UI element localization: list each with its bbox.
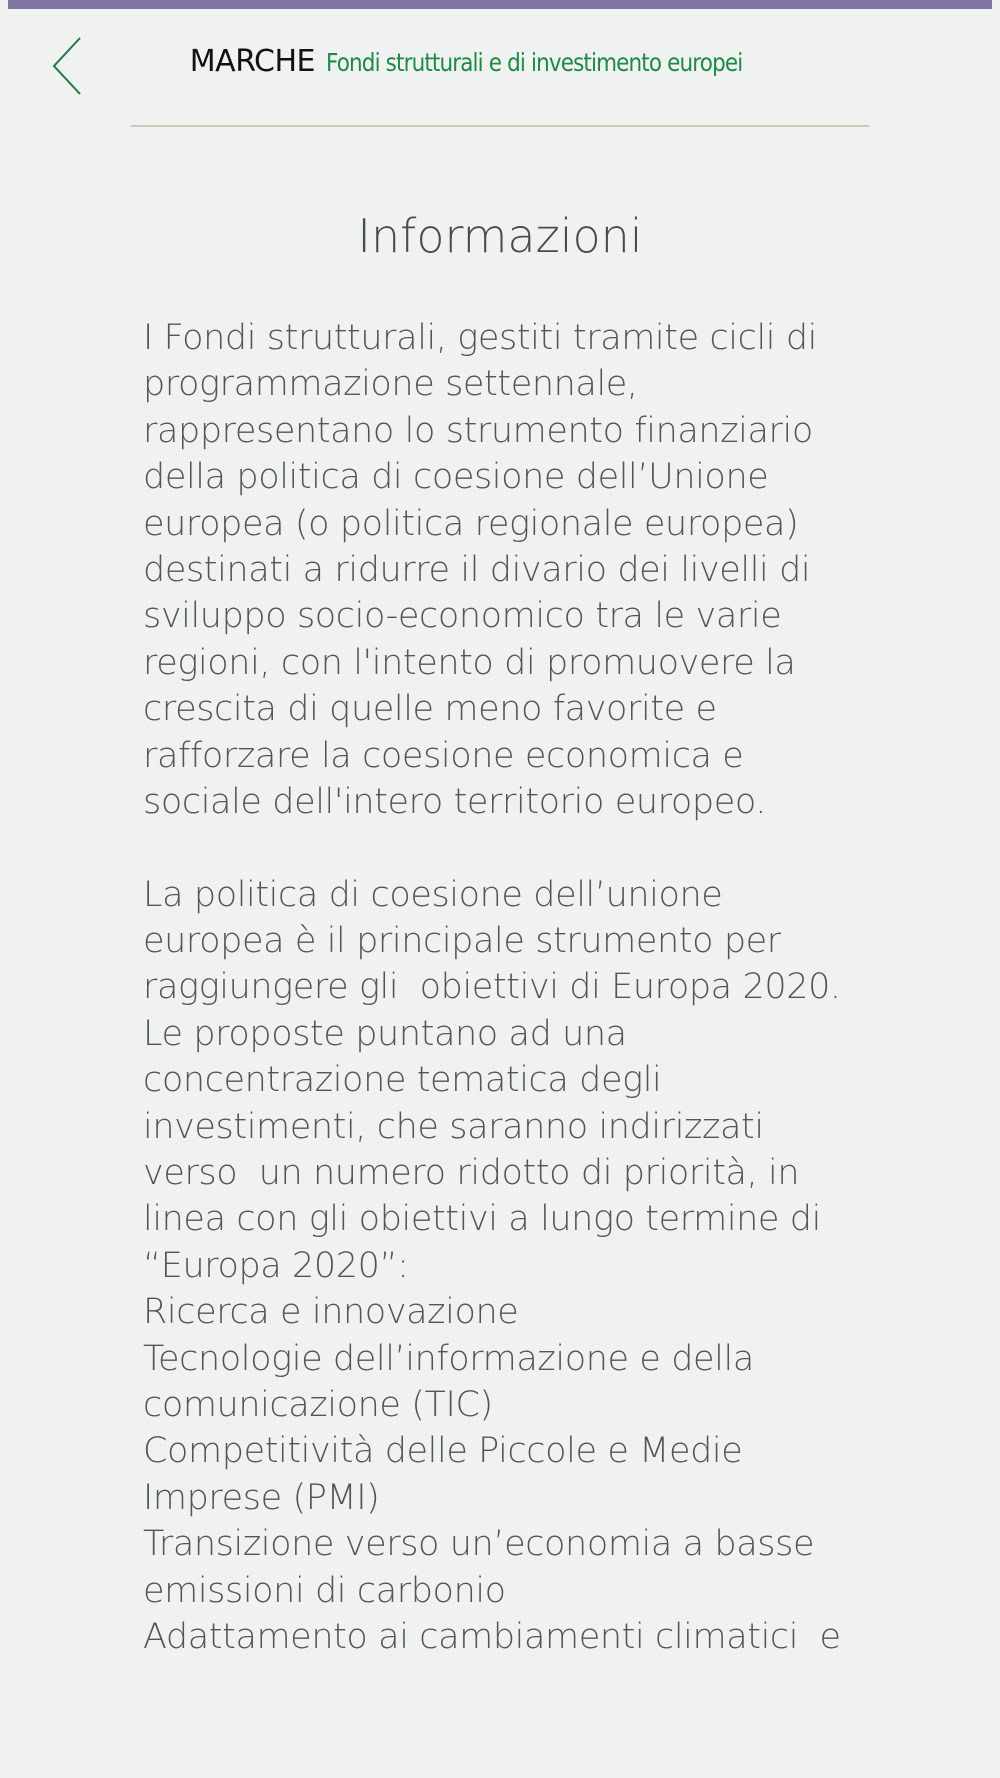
top-accent-bar xyxy=(8,0,992,9)
app-brand xyxy=(0,40,1000,88)
priority-item: emissioni di carbonio xyxy=(143,1570,506,1611)
text-line: “Europa 2020”: xyxy=(143,1245,409,1286)
text-line: sociale dell'intero territorio europeo. xyxy=(143,781,766,822)
page-title: Informazioni xyxy=(357,209,643,263)
text-line: regioni, con l'intento di promuovere la xyxy=(143,642,796,683)
text-line: sviluppo socio-economico tra le varie xyxy=(143,596,782,637)
priority-item: Transizione verso un’economia a basse xyxy=(143,1524,815,1565)
text-line: raggiungere gli obiettivi di Europa 2020. xyxy=(143,967,841,1008)
brand-subtitle: Fondi strutturali e di investimento europei xyxy=(326,48,743,77)
text-line: crescita di quelle meno favorite e xyxy=(143,689,717,730)
text-line: La politica di coesione dell’unione xyxy=(143,874,723,915)
text-line: programmazione settennale, xyxy=(143,364,638,405)
header-divider xyxy=(131,125,869,127)
text-line: destinati a ridurre il divario dei livelli di xyxy=(143,549,811,590)
paragraph-politica-coesione xyxy=(143,872,863,1661)
text-line: linea con gli obiettivi a lungo termine di xyxy=(143,1199,821,1240)
text-line: della politica di coesione dell’Unione xyxy=(143,457,769,498)
priority-item: Adattamento ai cambiamenti climatici e xyxy=(143,1616,841,1657)
paragraph-fondi-strutturali xyxy=(143,315,863,825)
priority-item: comunicazione (TIC) xyxy=(143,1384,493,1425)
text-line: Le proposte puntano ad una xyxy=(143,1013,627,1054)
text-line: rafforzare la coesione economica e xyxy=(143,735,744,776)
brand-name: MARCHE xyxy=(189,44,315,79)
priority-item: Ricerca e innovazione xyxy=(143,1292,519,1333)
priority-item: Competitività delle Piccole e Medie xyxy=(143,1431,743,1472)
text-line: investimenti, che saranno indirizzati xyxy=(143,1106,764,1147)
text-line: concentrazione tematica degli xyxy=(143,1060,662,1101)
text-line: I Fondi strutturali, gestiti tramite cicli di xyxy=(143,318,817,358)
info-content xyxy=(143,315,863,1660)
text-line: europea è il principale strumento per xyxy=(143,921,781,962)
text-line: verso un numero ridotto di priorità, in xyxy=(143,1153,800,1194)
text-line: europea (o politica regionale europea) xyxy=(143,503,799,544)
text-line: rappresentano lo strumento finanziario xyxy=(143,410,813,451)
priority-item: Imprese (PMI) xyxy=(143,1477,380,1518)
paragraph-spacer xyxy=(143,825,863,871)
priority-item: Tecnologie dell’informazione e della xyxy=(143,1338,754,1379)
